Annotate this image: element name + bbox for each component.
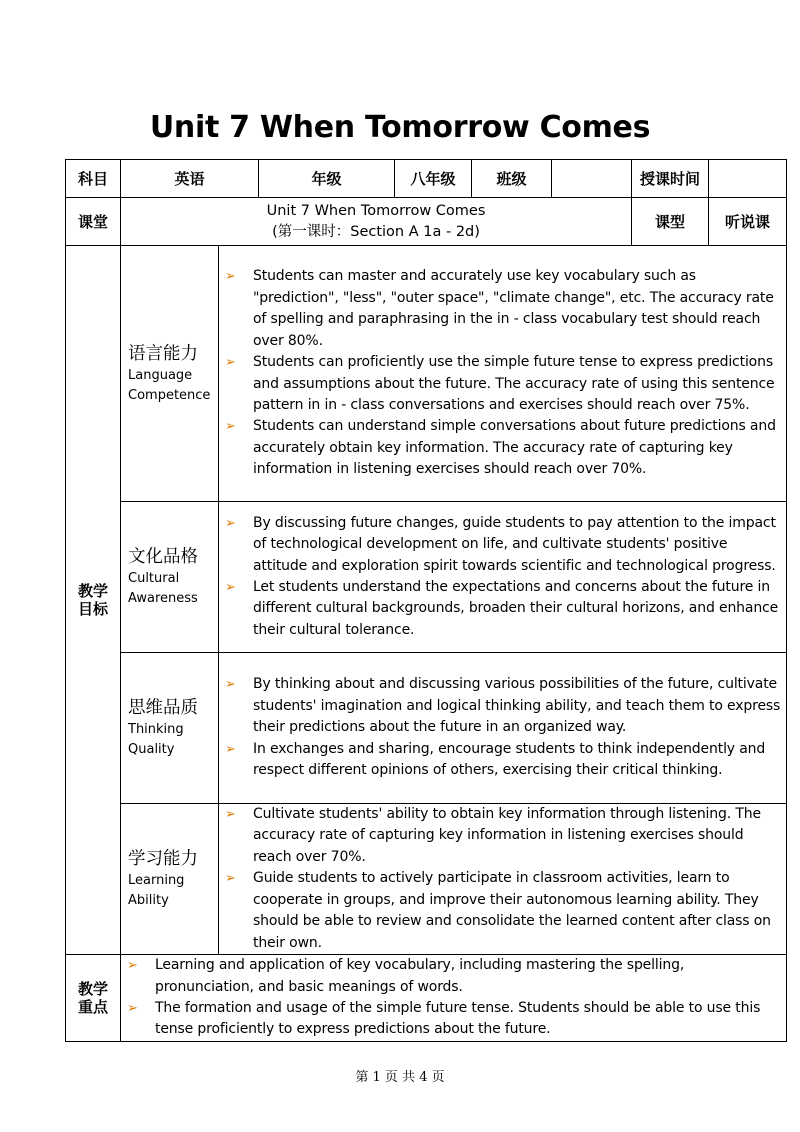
grade-value: 八年级 bbox=[395, 160, 472, 198]
list-item: ➢ Students can master and accurately use key vocabulary such as "prediction", "less", "outer space", "climate change", etc. The accuracy rate of spelling and paraphrasing in the in - class vocabulary test should reach over 80%. bbox=[225, 268, 774, 349]
arrow-bullet-icon: ➢ bbox=[225, 355, 236, 371]
subject-value: 英语 bbox=[121, 160, 259, 198]
dimension-points bbox=[219, 653, 787, 804]
key-points-content bbox=[121, 955, 787, 1042]
header-row bbox=[66, 160, 787, 198]
dimension-cn: 学习能力 bbox=[128, 849, 198, 869]
dimension-language bbox=[121, 246, 219, 502]
lesson-title-line2: (第一课时：Section A 1a - 2d) bbox=[272, 223, 480, 240]
dimension-cn: 文化品格 bbox=[128, 547, 198, 567]
class-label: 班级 bbox=[472, 160, 552, 198]
objective-row-thinking bbox=[66, 653, 787, 804]
lesson-row bbox=[66, 198, 787, 246]
lesson-type-value: 听说课 bbox=[709, 198, 787, 246]
list-item: ➢ Students can proficiently use the simple future tense to express predictions and assumptions about the future. The accuracy rate of using this sentence pattern in in - class conversations and exercises should reach over 75%. bbox=[225, 354, 775, 413]
class-value bbox=[552, 160, 632, 198]
subject-label: 科目 bbox=[66, 160, 121, 198]
arrow-bullet-icon: ➢ bbox=[225, 580, 236, 595]
arrow-bullet-icon: ➢ bbox=[225, 515, 236, 531]
time-label: 授课时间 bbox=[632, 160, 709, 198]
list-item: ➢ Learning and application of key vocabulary, including mastering the spelling, pronunciation, and basic meanings of words. bbox=[127, 957, 685, 995]
list-item: ➢ In exchanges and sharing, encourage students to think independently and respect different opinions of others, exercising their critical thinking. bbox=[225, 740, 766, 779]
arrow-bullet-icon: ➢ bbox=[127, 1001, 138, 1016]
dimension-points bbox=[219, 502, 787, 653]
list-item: ➢ Let students understand the expectations and concerns about the future in different cultural backgrounds, broaden their cultural horizons, and enhance their cultural tolerance. bbox=[225, 579, 779, 638]
list-item: ➢ Students can understand simple conversations about future predictions and accurately obtain key information. The accuracy rate of capturing key information in listening exercises should reach over 70%. bbox=[225, 418, 776, 478]
dimension-en: Competence bbox=[128, 387, 211, 403]
dimension-en: Quality bbox=[128, 742, 175, 757]
lesson-plan-table bbox=[65, 159, 787, 1042]
arrow-bullet-icon: ➢ bbox=[225, 677, 236, 693]
dimension-cn: 思维品质 bbox=[128, 698, 198, 718]
key-points-row bbox=[66, 955, 787, 1042]
dimension-en: Thinking bbox=[128, 722, 184, 737]
objective-row-learning bbox=[66, 804, 787, 955]
dimension-en: Cultural bbox=[128, 571, 180, 586]
dimension-cn: 语言能力 bbox=[128, 343, 198, 364]
arrow-bullet-icon: ➢ bbox=[127, 958, 138, 974]
arrow-bullet-icon: ➢ bbox=[225, 871, 236, 887]
grade-label: 年级 bbox=[259, 160, 395, 198]
dimension-en: Ability bbox=[128, 893, 169, 908]
objective-row-language bbox=[66, 246, 787, 502]
document-title: Unit 7 When Tomorrow Comes bbox=[149, 110, 651, 145]
list-item: ➢ Guide students to actively participate in classroom activities, learn to cooperate in groups, and improve their autonomous learning ability. They should be able to review and consolidate the learned content after class on their own. bbox=[225, 870, 771, 951]
page-footer: 第 1 页 共 4 页 bbox=[355, 1070, 445, 1085]
dimension-learning bbox=[121, 804, 219, 955]
list-item: ➢ By thinking about and discussing various possibilities of the future, cultivate students' imagination and logical thinking ability, and teach them to express their predictions about the future in an organized way. bbox=[225, 676, 781, 736]
dimension-en: Language bbox=[128, 367, 193, 383]
dimension-en: Awareness bbox=[128, 591, 198, 606]
list-item: ➢ The formation and usage of the simple future tense. Students should be able to use this tense proficiently to express predictions about the future. bbox=[127, 1000, 761, 1038]
objective-row-culture bbox=[66, 502, 787, 653]
time-value bbox=[709, 160, 787, 198]
list-item: ➢ Cultivate students' ability to obtain key information through listening. The accuracy rate of capturing key information in listening exercises should reach over 70%. bbox=[225, 806, 761, 865]
dimension-thinking bbox=[121, 653, 219, 804]
arrow-bullet-icon: ➢ bbox=[225, 741, 236, 757]
lesson-title bbox=[121, 198, 632, 246]
dimension-points bbox=[219, 804, 787, 955]
dimension-points bbox=[219, 246, 787, 502]
objectives-label: 教学目标 bbox=[66, 246, 121, 955]
arrow-bullet-icon: ➢ bbox=[225, 419, 236, 435]
key-points-label: 教学重点 bbox=[66, 955, 121, 1042]
arrow-bullet-icon: ➢ bbox=[225, 269, 236, 285]
lesson-type-label: 课型 bbox=[632, 198, 709, 246]
arrow-bullet-icon: ➢ bbox=[225, 807, 236, 823]
lesson-title-line1: Unit 7 When Tomorrow Comes bbox=[266, 202, 486, 219]
dimension-culture bbox=[121, 502, 219, 653]
list-item: ➢ By discussing future changes, guide students to pay attention to the impact of technological development on life, and cultivate students' positive attitude and exploration spirit towards scientific and technological progress. bbox=[225, 514, 776, 574]
lesson-label: 课堂 bbox=[66, 198, 121, 246]
dimension-en: Learning bbox=[128, 873, 185, 888]
